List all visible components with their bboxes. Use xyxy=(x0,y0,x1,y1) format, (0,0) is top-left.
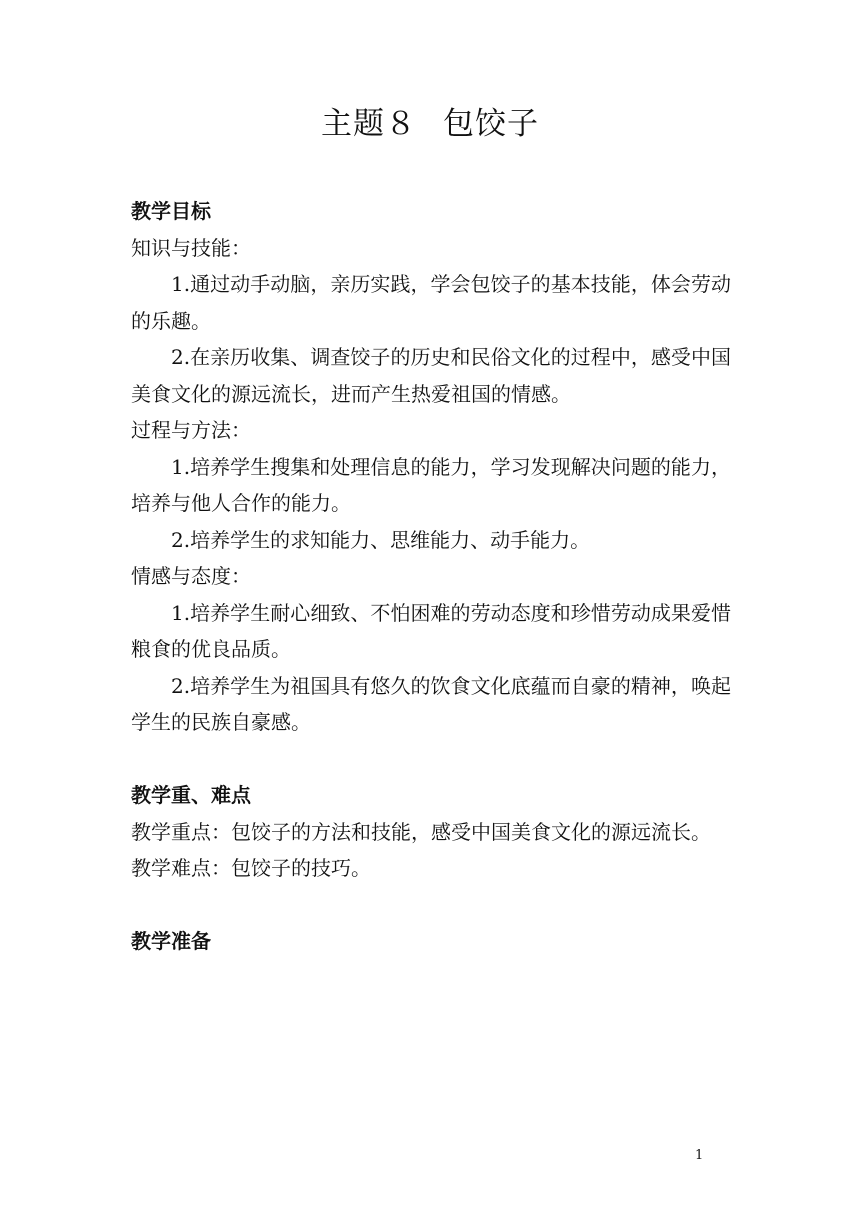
title-topic: 包饺子 xyxy=(443,106,539,142)
title-theme-number: 主题８ xyxy=(321,106,417,142)
document-body xyxy=(131,193,731,960)
subheading-attitude: 情感与态度： xyxy=(131,564,251,588)
attitude-item-2: 2.培养学生为祖国具有悠久的饮食文化底蕴而自豪的精神，唤起学生的民族自豪感。 xyxy=(131,673,731,734)
attitude-item-1: 1.培养学生耐心细致、不怕困难的劳动态度和珍惜劳动成果爱惜粮食的优良品质。 xyxy=(131,600,731,661)
section-heading-objectives: 教学目标 xyxy=(131,199,211,223)
process-item-2: 2.培养学生的求知能力、思维能力、动手能力。 xyxy=(171,527,591,552)
section-spacer xyxy=(131,887,731,924)
section-spacer xyxy=(131,741,731,778)
section-heading-key-points: 教学重、难点 xyxy=(131,783,251,807)
subheading-knowledge: 知识与技能： xyxy=(131,235,251,260)
subheading-process: 过程与方法： xyxy=(131,418,251,442)
page-number: 1 xyxy=(695,1148,704,1163)
knowledge-item-2: 2.在亲历收集、调查饺子的历史和民俗文化的过程中，感受中国美食文化的源远流长，进而产生热爱祖国的情感。 xyxy=(131,345,731,406)
page-title xyxy=(0,104,860,144)
teaching-difficulty: 教学难点：包饺子的技巧。 xyxy=(131,856,371,880)
section-heading-preparation: 教学准备 xyxy=(131,929,211,953)
process-item-1: 1.培养学生搜集和处理信息的能力，学习发现解决问题的能力，培养与他人合作的能力。 xyxy=(131,454,731,515)
teaching-focus: 教学重点：包饺子的方法和技能，感受中国美食文化的源远流长。 xyxy=(131,819,711,844)
knowledge-item-1: 1.通过动手动脑，亲历实践，学会包饺子的基本技能，体会劳动的乐趣。 xyxy=(131,272,731,333)
